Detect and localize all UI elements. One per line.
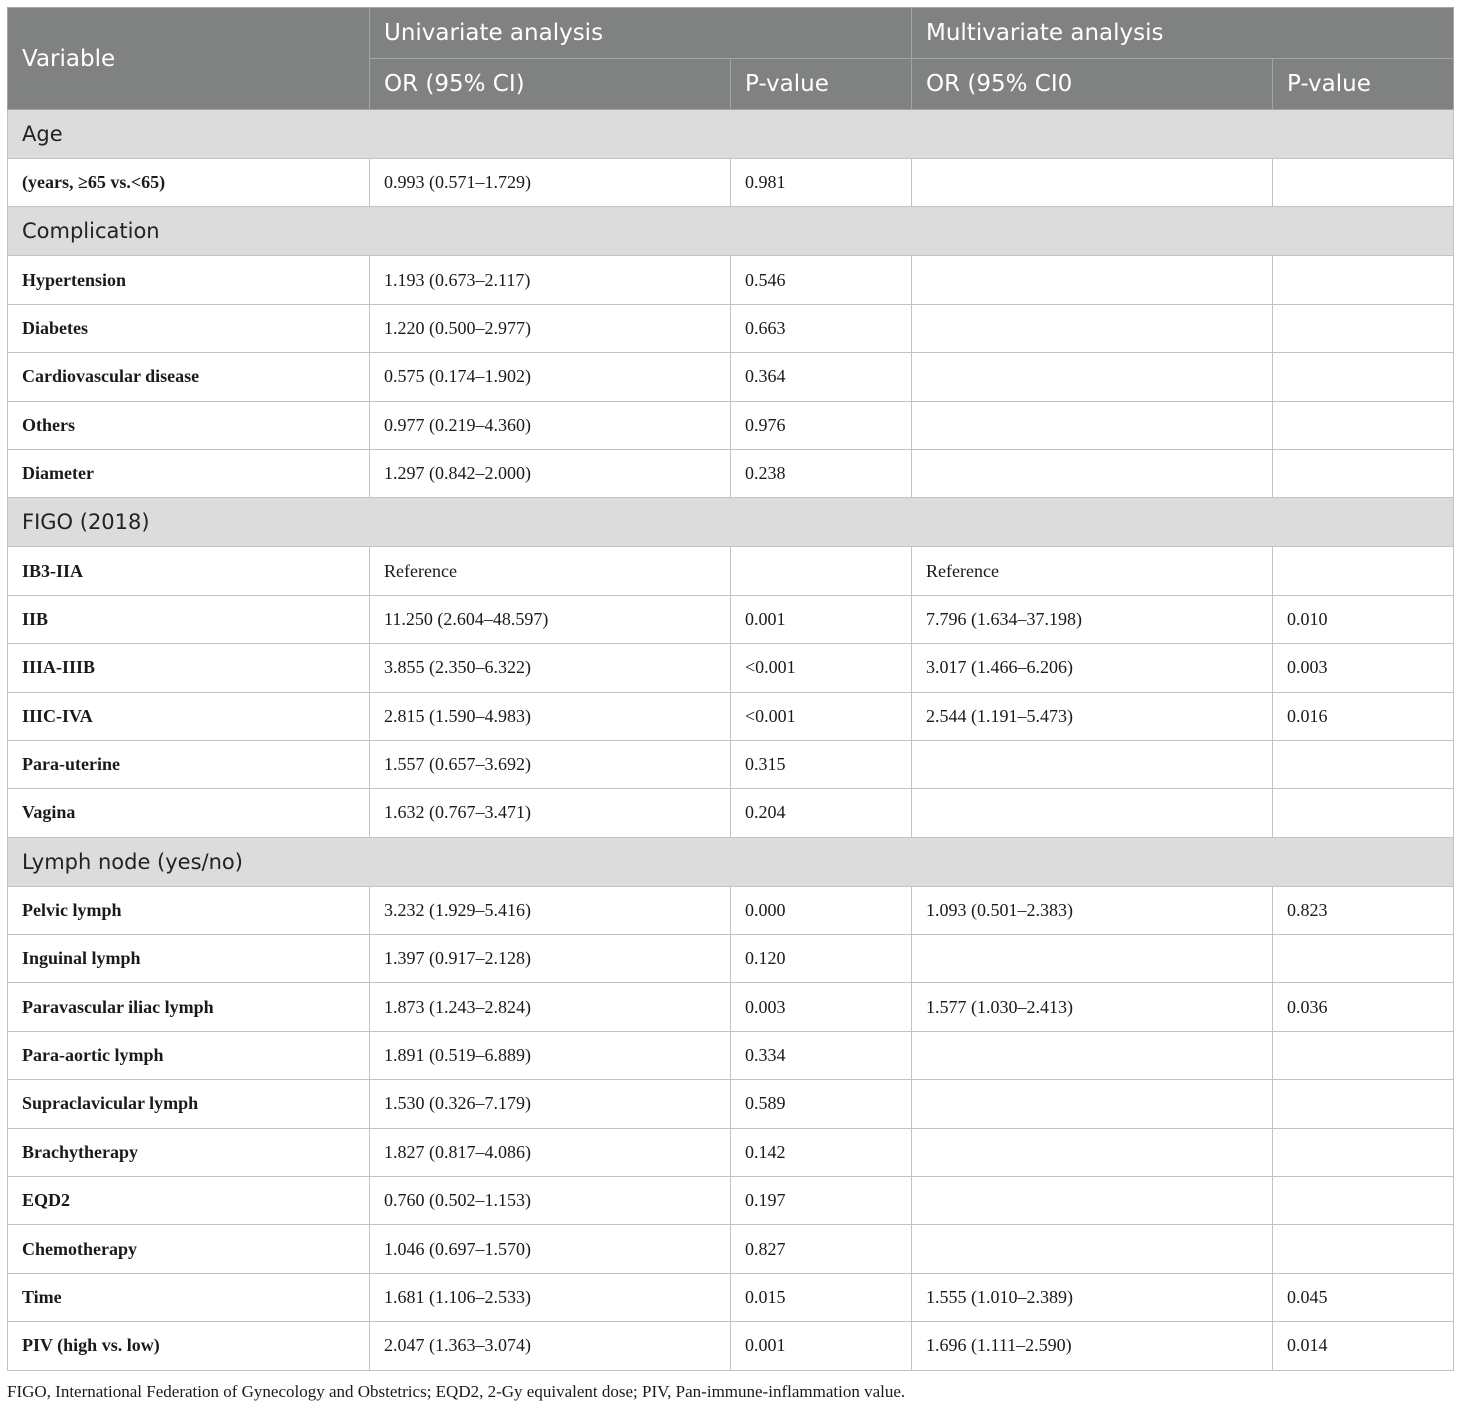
multivariate-or-cell: 1.577 (1.030–2.413) [912,983,1273,1031]
variable-cell: Diabetes [8,304,370,352]
variable-cell: Para-aortic lymph [8,1031,370,1079]
univariate-or-cell: 2.047 (1.363–3.074) [370,1322,731,1370]
variable-cell: Time [8,1273,370,1321]
univariate-or-cell: 1.557 (0.657–3.692) [370,740,731,788]
univariate-p-cell: 0.001 [731,1322,912,1370]
univariate-or-cell: 1.873 (1.243–2.824) [370,983,731,1031]
univariate-or-cell: 1.046 (0.697–1.570) [370,1225,731,1273]
univariate-or-cell: 11.250 (2.604–48.597) [370,595,731,643]
multivariate-or-cell [912,159,1273,207]
univariate-p-cell: 0.976 [731,401,912,449]
multivariate-p-cell [1273,401,1454,449]
table-row [8,1031,1454,1079]
table-row [8,547,1454,595]
header-univariate: Univariate analysis [370,8,912,59]
univariate-p-cell: 0.120 [731,935,912,983]
univariate-p-cell: 0.142 [731,1128,912,1176]
header-variable: Variable [8,8,370,110]
header-multi-or: OR (95% CI0 [912,59,1273,110]
variable-cell: IIIA-IIIB [8,644,370,692]
univariate-p-cell: 0.315 [731,740,912,788]
variable-cell: EQD2 [8,1177,370,1225]
multivariate-p-cell [1273,1225,1454,1273]
multivariate-p-cell: 0.045 [1273,1273,1454,1321]
univariate-or-cell: Reference [370,547,731,595]
univariate-p-cell: 0.827 [731,1225,912,1273]
univariate-or-cell: 1.891 (0.519–6.889) [370,1031,731,1079]
table-header [8,8,1454,110]
multivariate-p-cell [1273,1031,1454,1079]
univariate-p-cell: 0.000 [731,886,912,934]
multivariate-p-cell: 0.014 [1273,1322,1454,1370]
univariate-p-cell [731,547,912,595]
multivariate-p-cell [1273,353,1454,401]
table-row [8,692,1454,740]
multivariate-or-cell: 2.544 (1.191–5.473) [912,692,1273,740]
header-uni-p: P-value [731,59,912,110]
multivariate-or-cell: 1.555 (1.010–2.389) [912,1273,1273,1321]
multivariate-or-cell [912,353,1273,401]
univariate-or-cell: 0.993 (0.571–1.729) [370,159,731,207]
univariate-p-cell: 0.589 [731,1080,912,1128]
table-row [8,1273,1454,1321]
multivariate-p-cell: 0.003 [1273,644,1454,692]
univariate-or-cell: 1.220 (0.500–2.977) [370,304,731,352]
multivariate-or-cell [912,935,1273,983]
variable-cell: Paravascular iliac lymph [8,983,370,1031]
multivariate-or-cell [912,789,1273,837]
multivariate-or-cell [912,256,1273,304]
univariate-p-cell: 0.238 [731,449,912,497]
multivariate-or-cell [912,1225,1273,1273]
multivariate-or-cell: Reference [912,547,1273,595]
variable-cell: Vagina [8,789,370,837]
univariate-p-cell: <0.001 [731,644,912,692]
section-row [8,207,1454,256]
variable-cell: Hypertension [8,256,370,304]
univariate-or-cell: 1.681 (1.106–2.533) [370,1273,731,1321]
table-row [8,449,1454,497]
multivariate-or-cell [912,449,1273,497]
variable-cell: PIV (high vs. low) [8,1322,370,1370]
section-row [8,837,1454,886]
multivariate-or-cell: 7.796 (1.634–37.198) [912,595,1273,643]
univariate-or-cell: 0.977 (0.219–4.360) [370,401,731,449]
univariate-p-cell: 0.334 [731,1031,912,1079]
variable-cell: Others [8,401,370,449]
univariate-or-cell: 1.297 (0.842–2.000) [370,449,731,497]
univariate-or-cell: 3.855 (2.350–6.322) [370,644,731,692]
table-row [8,886,1454,934]
table-row [8,740,1454,788]
multivariate-or-cell: 1.093 (0.501–2.383) [912,886,1273,934]
multivariate-p-cell [1273,304,1454,352]
multivariate-p-cell: 0.010 [1273,595,1454,643]
table-row [8,789,1454,837]
univariate-p-cell: 0.546 [731,256,912,304]
multivariate-p-cell [1273,449,1454,497]
multivariate-or-cell [912,1031,1273,1079]
table-row [8,159,1454,207]
table-row [8,1225,1454,1273]
univariate-p-cell: 0.015 [731,1273,912,1321]
variable-cell: Cardiovascular disease [8,353,370,401]
table-footnote: FIGO, International Federation of Gynecology and Obstetrics; EQD2, 2-Gy equivalent dose; PIV, Pan-immune-inflammation value. [7,1382,906,1401]
results-table-container [7,7,1453,1371]
variable-cell: IIIC-IVA [8,692,370,740]
univariate-p-cell: 0.663 [731,304,912,352]
table-row [8,595,1454,643]
section-label: Lymph node (yes/no) [8,837,1454,886]
univariate-or-cell: 2.815 (1.590–4.983) [370,692,731,740]
univariate-or-cell: 3.232 (1.929–5.416) [370,886,731,934]
multivariate-p-cell [1273,256,1454,304]
variable-cell: Chemotherapy [8,1225,370,1273]
univariate-or-cell: 1.827 (0.817–4.086) [370,1128,731,1176]
section-label: Age [8,110,1454,159]
multivariate-p-cell: 0.016 [1273,692,1454,740]
multivariate-p-cell [1273,1080,1454,1128]
univariate-or-cell: 1.397 (0.917–2.128) [370,935,731,983]
multivariate-p-cell [1273,1128,1454,1176]
multivariate-or-cell [912,1128,1273,1176]
regression-results-table [7,7,1454,1371]
multivariate-p-cell: 0.036 [1273,983,1454,1031]
header-multi-p: P-value [1273,59,1454,110]
table-row [8,256,1454,304]
variable-cell: IIB [8,595,370,643]
multivariate-or-cell [912,401,1273,449]
multivariate-or-cell [912,1177,1273,1225]
variable-cell: Brachytherapy [8,1128,370,1176]
table-row [8,353,1454,401]
univariate-p-cell: 0.001 [731,595,912,643]
variable-cell: (years, ≥65 vs.<65) [8,159,370,207]
section-label: FIGO (2018) [8,498,1454,547]
variable-cell: Diameter [8,449,370,497]
variable-cell: Para-uterine [8,740,370,788]
multivariate-or-cell [912,1080,1273,1128]
table-row [8,1128,1454,1176]
multivariate-p-cell [1273,547,1454,595]
header-uni-or: OR (95% CI) [370,59,731,110]
univariate-p-cell: 0.197 [731,1177,912,1225]
multivariate-p-cell [1273,740,1454,788]
multivariate-p-cell [1273,789,1454,837]
univariate-or-cell: 0.575 (0.174–1.902) [370,353,731,401]
multivariate-or-cell [912,740,1273,788]
table-row [8,401,1454,449]
table-row [8,1177,1454,1225]
univariate-or-cell: 1.193 (0.673–2.117) [370,256,731,304]
univariate-p-cell: 0.364 [731,353,912,401]
variable-cell: Pelvic lymph [8,886,370,934]
section-label: Complication [8,207,1454,256]
multivariate-p-cell [1273,1177,1454,1225]
multivariate-p-cell: 0.823 [1273,886,1454,934]
multivariate-or-cell: 3.017 (1.466–6.206) [912,644,1273,692]
univariate-or-cell: 0.760 (0.502–1.153) [370,1177,731,1225]
multivariate-or-cell [912,304,1273,352]
multivariate-p-cell [1273,935,1454,983]
table-body [8,110,1454,1371]
section-row [8,498,1454,547]
table-row [8,1322,1454,1370]
table-row [8,304,1454,352]
variable-cell: IB3-IIA [8,547,370,595]
univariate-p-cell: 0.204 [731,789,912,837]
univariate-or-cell: 1.632 (0.767–3.471) [370,789,731,837]
table-row [8,935,1454,983]
multivariate-p-cell [1273,159,1454,207]
table-row [8,1080,1454,1128]
header-multivariate: Multivariate analysis [912,8,1454,59]
table-row [8,983,1454,1031]
variable-cell: Inguinal lymph [8,935,370,983]
univariate-p-cell: 0.003 [731,983,912,1031]
section-row [8,110,1454,159]
table-row [8,644,1454,692]
univariate-p-cell: 0.981 [731,159,912,207]
univariate-p-cell: <0.001 [731,692,912,740]
univariate-or-cell: 1.530 (0.326–7.179) [370,1080,731,1128]
variable-cell: Supraclavicular lymph [8,1080,370,1128]
multivariate-or-cell: 1.696 (1.111–2.590) [912,1322,1273,1370]
